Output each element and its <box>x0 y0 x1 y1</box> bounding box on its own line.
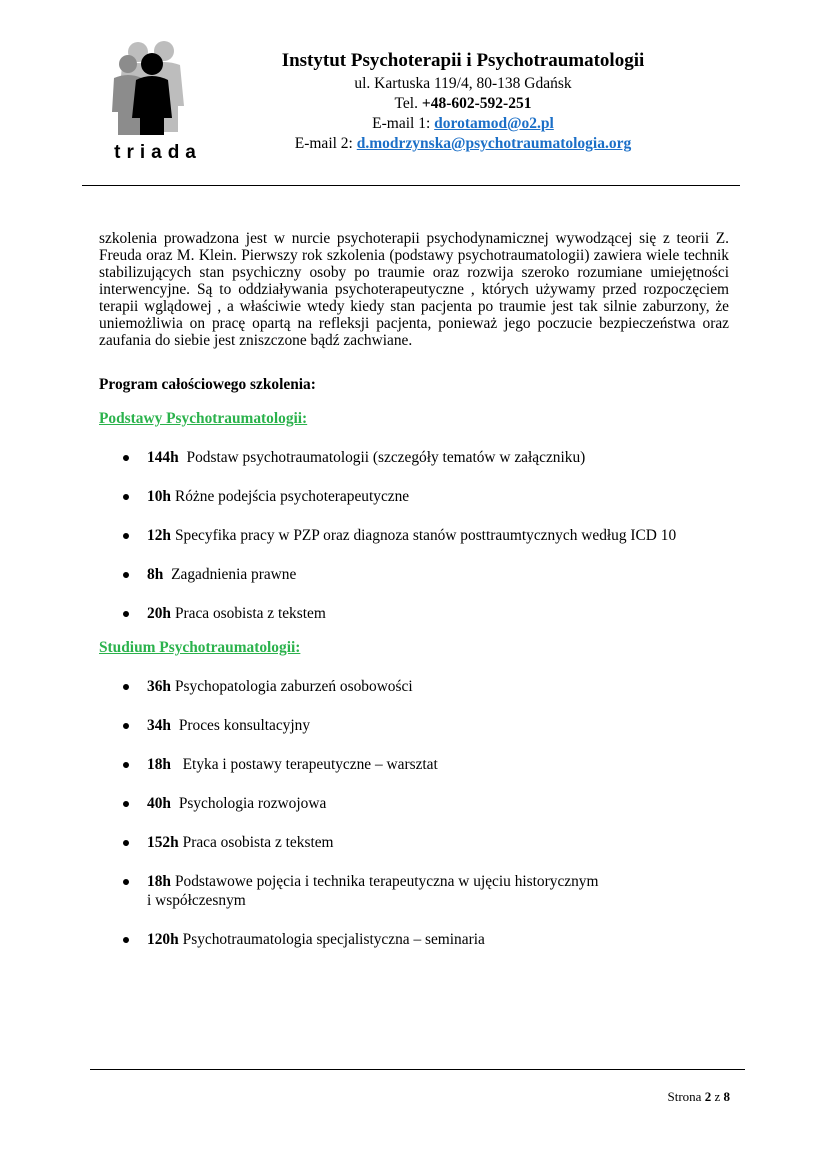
intro-paragraph: szkolenia prowadzona jest w nurcie psychoterapii psychodynamicznej wywodzącej się z teorii Z. Freuda oraz M. Klein. Pierwszy rok szkolenia (podstawy psychotraumatologii) zawiera wiele technik stabilizujących stan psychiczny osoby po traumie oraz rozwija szeroko rozumiane umiejętności interwencyjne. Są to oddziaływania psychoterapeutyczne , których używamy przed rozpoczęciem terapii wglądowej , a właściwie wtedy kiedy stan pacjenta po traumie jest tak silnie zaburzony, że uniemożliwia on pracę opartą na refleksji pacjenta, ponieważ jego poczucie bezpieczeństwa oraz zaufania do siebie jest zniszczone bądź zachwiane. <box>99 230 729 349</box>
item-hours: 20h <box>147 605 171 622</box>
institute-name: Instytut Psychoterapii i Psychotraumatologii <box>281 50 645 71</box>
bullet-icon <box>123 801 129 807</box>
list-item <box>99 604 729 623</box>
phone-number: +48-602-592-251 <box>421 95 532 112</box>
list-item <box>99 448 729 467</box>
page-number <box>668 1089 730 1105</box>
bullet-icon <box>123 723 129 729</box>
list-item <box>99 487 729 506</box>
item-hours: 12h <box>147 527 171 544</box>
page-content <box>99 230 729 949</box>
bullet-icon <box>123 455 129 461</box>
bullet-icon <box>123 879 129 885</box>
list-item <box>99 872 729 910</box>
bullet-icon <box>123 494 129 500</box>
program-title: Program całościowego szkolenia: <box>99 376 316 393</box>
email1-line <box>228 114 698 134</box>
phone-line <box>228 94 698 114</box>
list-item <box>99 716 729 735</box>
item-hours: 40h <box>147 795 171 812</box>
item-text: Podstawowe pojęcia i technika terapeutyczna w ujęciu historycznym <box>174 873 599 890</box>
page-label: Strona <box>667 1089 705 1104</box>
bullet-icon <box>123 937 129 943</box>
item-text: Zagadnienia prawne <box>171 566 297 583</box>
bullet-icon <box>123 533 129 539</box>
item-hours: 36h <box>147 678 171 695</box>
item-text: Psychotraumatologia specjalistyczna – seminaria <box>182 931 485 948</box>
item-hours: 8h <box>147 566 164 583</box>
footer-divider <box>90 1069 745 1070</box>
item-text: Podstaw psychotraumatologii (szczegóły tematów w załączniku) <box>186 449 586 466</box>
list-item <box>99 565 729 584</box>
list-item <box>99 755 729 774</box>
current-page: 2 <box>704 1089 712 1104</box>
bullet-icon <box>123 572 129 578</box>
item-hours: 152h <box>147 834 179 851</box>
bullet-icon <box>123 684 129 690</box>
item-hours: 18h <box>147 873 171 890</box>
of-label: z <box>711 1089 724 1104</box>
list-item <box>99 794 729 813</box>
item-text: Praca osobista z tekstem <box>174 605 326 622</box>
email2-line <box>228 134 698 154</box>
header-divider <box>82 185 740 186</box>
email2-link[interactable]: d.modrzynska@psychotraumatologia.org <box>356 135 632 152</box>
email2-label: E-mail 2: <box>294 135 357 152</box>
item-hours: 120h <box>147 931 179 948</box>
item-hours: 10h <box>147 488 171 505</box>
bullet-icon <box>123 611 129 617</box>
item-text: Różne podejścia psychoterapeutyczne <box>174 488 410 505</box>
list-item <box>99 833 729 852</box>
item-hours: 18h <box>147 756 171 773</box>
letterhead <box>228 48 698 154</box>
section-title-podstawy: Podstawy Psychotraumatologii: <box>99 410 308 427</box>
section-title-studium: Studium Psychotraumatologii: <box>99 639 301 656</box>
item-text: Proces konsultacyjny <box>178 717 311 734</box>
item-text: Psychopatologia zaburzeń osobowości <box>174 678 413 695</box>
list-item <box>99 526 729 545</box>
bullet-icon <box>123 840 129 846</box>
item-hours: 144h <box>147 449 179 466</box>
item-text-continuation: i współczesnym <box>147 892 246 909</box>
logo-wordmark: triada <box>114 142 202 163</box>
phone-label: Tel. <box>394 95 422 112</box>
list-item <box>99 930 729 949</box>
item-text: Specyfika pracy w PZP oraz diagnoza stanów posttraumtycznych według ICD 10 <box>174 527 677 544</box>
item-text: Psychologia rozwojowa <box>178 795 327 812</box>
item-text: Etyka i postawy terapeutyczne – warsztat <box>182 756 438 773</box>
email1-label: E-mail 1: <box>372 115 435 132</box>
list-podstawy <box>99 448 729 623</box>
bullet-icon <box>123 762 129 768</box>
address: ul. Kartuska 119/4, 80-138 Gdańsk <box>354 75 572 92</box>
item-text: Praca osobista z tekstem <box>182 834 334 851</box>
email1-link[interactable]: dorotamod@o2.pl <box>434 115 554 132</box>
item-hours: 34h <box>147 717 171 734</box>
list-studium <box>99 677 729 949</box>
total-pages: 8 <box>723 1089 730 1104</box>
list-item <box>99 677 729 696</box>
